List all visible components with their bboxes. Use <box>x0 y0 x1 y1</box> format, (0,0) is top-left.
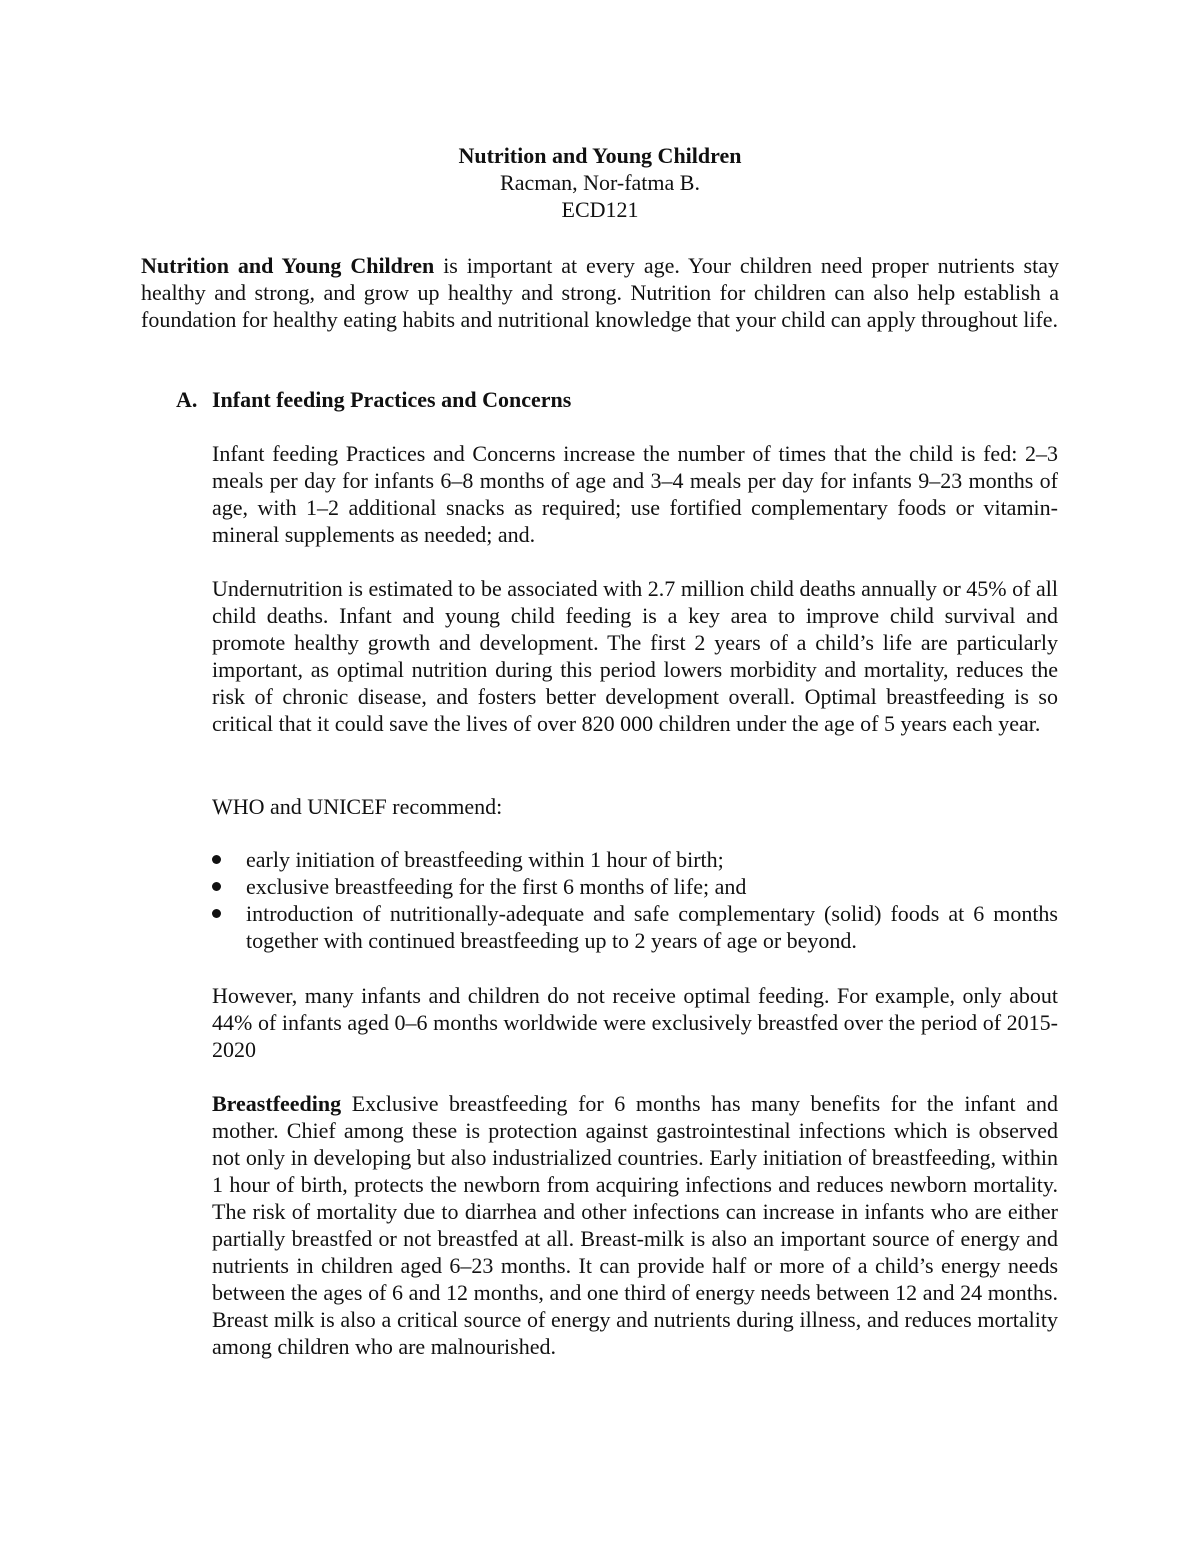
undernutrition-paragraph: Undernutrition is estimated to be associated with 2.7 million child deaths annually or 45% of all child deaths. Infant and young child feeding is a key area to improve child survival and promote healthy growth and development. The first 2 years of a child’s life are particularly important, as optimal nutrition during this period lowers morbidity and mortality, reduces the risk of chronic disease, and fosters better development overall. Optimal breastfeeding is so critical that it could save the lives of over 820 000 children under the age of 5 years each year. <box>212 576 1058 736</box>
intro-paragraph <box>141 252 1059 333</box>
list-item <box>212 900 1058 954</box>
optimal-feeding-paragraph: However, many infants and children do not receive optimal feeding. For example, only about 44% of infants aged 0–6 months worldwide were exclusively breastfed over the period of 2015-2020 <box>212 983 1058 1062</box>
breastfeeding-paragraph <box>212 1090 1058 1360</box>
list-item-text: early initiation of breastfeeding within 1 hour of birth; <box>246 847 724 872</box>
document-title: Nutrition and Young Children <box>458 143 742 168</box>
section-a-title: Infant feeding Practices and Concerns <box>212 387 572 412</box>
bullet-icon <box>212 909 221 918</box>
breastfeeding-text: Exclusive breastfeeding for 6 months has many benefits for the infant and mother. Chief among these is protection against gastrointestinal infections which is observed not only in developing but also industrialized countries. Early initiation of breastfeeding, within 1 hour of birth, protects the newborn from acquiring infections and reduces newborn mortality. The risk of mortality due to diarrhea and other infections can increase in infants who are either partially breastfed or not breastfed at all. Breast-milk is also an important source of energy and nutrients in children aged 6–23 months. It can provide half or more of a child’s energy needs between the ages of 6 and 12 months, and one third of energy needs between 12 and 24 months. Breast milk is also a critical source of energy and nutrients during illness, and reduces mortality among children who are malnourished. <box>212 1091 1058 1359</box>
intro-text: is important at every age. Your children need proper nutrients stay healthy and strong, and grow up healthy and strong. Nutrition for children can also help establish a foundation for healthy eating habits and nutritional knowledge that your child can apply throughout life. <box>141 253 1059 332</box>
feeding-paragraph: Infant feeding Practices and Concerns increase the number of times that the child is fed: 2–3 meals per day for infants 6–8 months of age and 3–4 meals per day for infants 9–23 months of age, with 1–2 additional snacks as required; use fortified complementary foods or vitamin-mineral supplements as needed; and. <box>212 441 1058 547</box>
course-code: ECD121 <box>561 197 639 222</box>
list-item-text: exclusive breastfeeding for the first 6 months of life; and <box>246 874 747 899</box>
list-item <box>212 846 1058 873</box>
document-header <box>0 142 1200 223</box>
section-a-letter: A. <box>176 387 198 412</box>
breastfeeding-lead: Breastfeeding <box>212 1091 342 1116</box>
list-item-text: introduction of nutritionally-adequate and safe complementary (solid) foods at 6 months together with continued breastfeeding up to 2 years of age or beyond. <box>246 901 1058 953</box>
recommend-intro: WHO and UNICEF recommend: <box>212 794 503 819</box>
section-a-heading <box>176 386 1056 413</box>
intro-lead: Nutrition and Young Children <box>141 253 435 278</box>
author-name: Racman, Nor-fatma B. <box>500 170 700 195</box>
list-item <box>212 873 1058 900</box>
bullet-icon <box>212 882 221 891</box>
recommendation-list <box>212 846 1058 954</box>
bullet-icon <box>212 855 221 864</box>
